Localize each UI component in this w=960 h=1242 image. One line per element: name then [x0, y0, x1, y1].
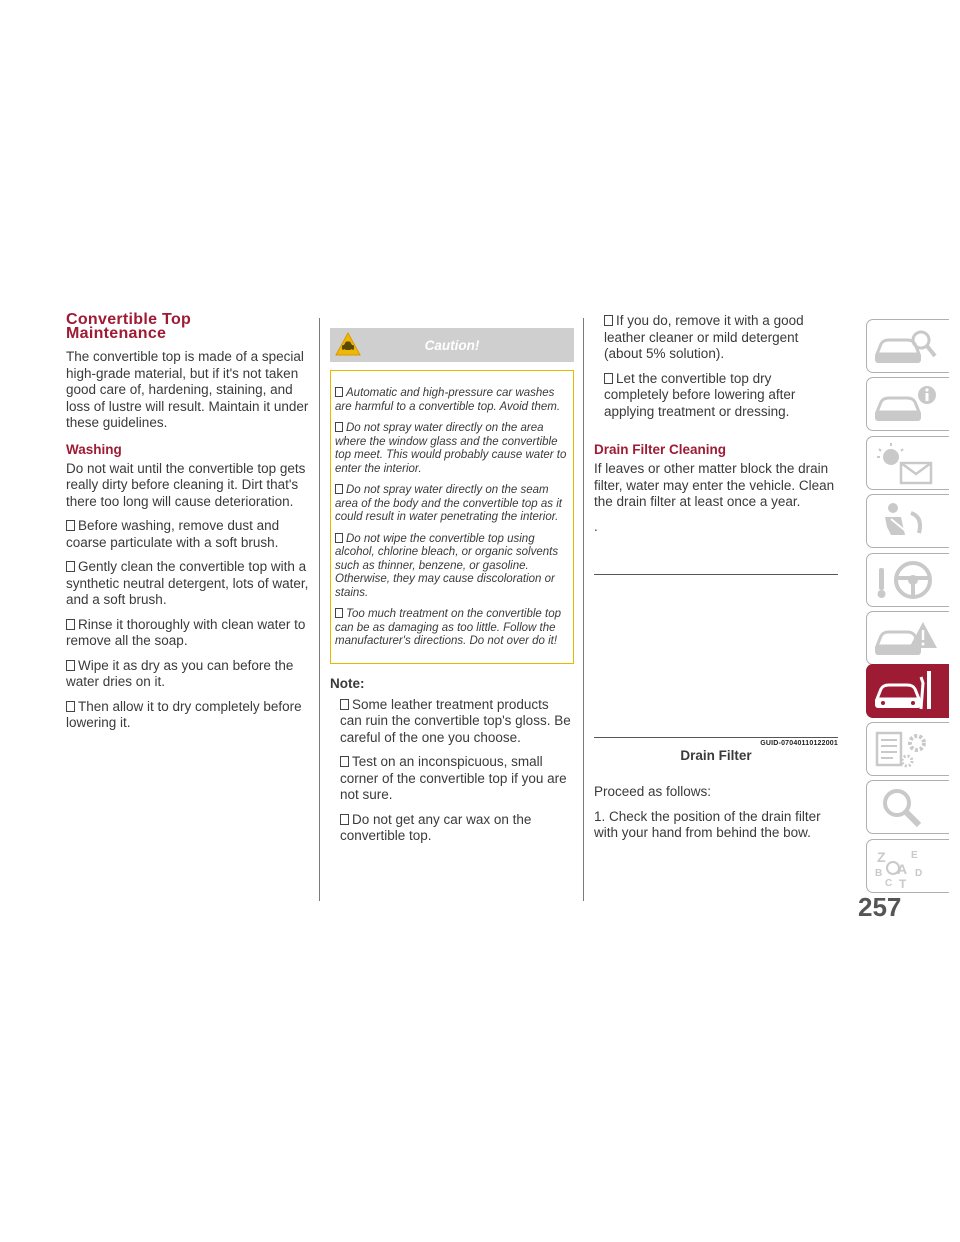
section-title-line1: Convertible Top: [66, 311, 192, 328]
drain-filter-heading: Drain Filter Cleaning: [594, 442, 727, 457]
checkbox-bullet-icon: [66, 520, 75, 531]
warning-lights-icon: [871, 441, 943, 487]
list-item: Let the convertible top dry completely before lowering after applying treatment or dressing.: [604, 370, 796, 419]
proceed-paragraph: Proceed as follows:: [594, 784, 712, 799]
specifications-icon: [871, 727, 943, 773]
search-icon: [871, 785, 943, 831]
figure-caption: Drain Filter: [680, 748, 752, 763]
tab-car-search[interactable]: [866, 319, 949, 373]
list-item: Then allow it to dry completely before lowering it.: [66, 698, 302, 730]
column-divider: [319, 318, 320, 901]
washing-heading: Washing: [66, 441, 122, 457]
list-item: Do not spray water directly on the seam area of the body and the convertible top as it could result in water penetrating the interior.: [335, 484, 562, 523]
washing-paragraph: Do not wait until the convertible top gets really dirty before cleaning it. Dirt that's there too long will cause deterioration.: [66, 460, 306, 509]
svg-text:Z: Z: [877, 849, 886, 865]
checkbox-bullet-icon: [340, 699, 349, 710]
tab-steering-wheel[interactable]: [866, 553, 949, 607]
car-info-icon: [871, 382, 943, 428]
checkbox-bullet-icon: [340, 756, 349, 767]
list-item: Wipe it as dry as you can before the water dries on it.: [66, 657, 294, 689]
step-1: 1. Check the position of the drain filter with your hand from behind the bow.: [594, 808, 821, 840]
list-item: Before washing, remove dust and coarse particulate with a soft brush.: [66, 518, 280, 550]
tab-airbag-seat[interactable]: [866, 494, 949, 548]
caution-label: Caution!: [424, 338, 480, 353]
section-title-line2: Maintenance: [66, 325, 167, 342]
svg-text:D: D: [915, 868, 923, 879]
checkbox-bullet-icon: [604, 315, 613, 326]
airbag-seat-icon: [871, 499, 943, 545]
checkbox-bullet-icon: [335, 422, 343, 432]
note-title: Note:: [330, 675, 365, 691]
checkbox-bullet-icon: [66, 561, 75, 572]
intro-paragraph: The convertible top is made of a special high-grade material, but if it's not taken good care of, hardening, staining, and loss of lustre will result. Maintain it under these guidelines.: [66, 349, 309, 430]
page-number: 257: [858, 892, 902, 922]
checkbox-bullet-icon: [340, 814, 349, 825]
list-item: Some leather treatment products can ruin the convertible top's gloss. Be careful of the one you choose.: [340, 696, 571, 745]
svg-text:A: A: [897, 861, 908, 877]
tab-maintenance-active[interactable]: [866, 664, 949, 718]
drain-filter-paragraph: If leaves or other matter block the drain filter, water may enter the vehicle. Clean the drain filter at least once a year.: [594, 461, 835, 509]
checkbox-bullet-icon: [335, 387, 343, 397]
column-right: [594, 313, 838, 850]
svg-text:E: E: [911, 850, 918, 861]
caution-box: [330, 370, 574, 664]
svg-text:C: C: [885, 878, 893, 889]
figure-bottom-rule: [594, 737, 838, 738]
checkbox-bullet-icon: [335, 533, 343, 543]
tab-specifications[interactable]: [866, 722, 949, 776]
list-item: Automatic and high-pressure car washes are harmful to a convertible top. Avoid them.: [335, 387, 561, 413]
checkbox-bullet-icon: [66, 619, 75, 630]
tab-alphabetical-index[interactable]: [866, 839, 949, 893]
list-item: Too much treatment on the convertible top can be as damaging as too little. Follow the manufacturer's directions. Do not over do it!: [335, 608, 562, 647]
list-item: Do not spray water directly on the area where the window glass and the convertible top meet. This would probably cause water to enter the interior.: [335, 422, 567, 475]
steering-wheel-icon: [871, 558, 943, 604]
note-list: [330, 697, 574, 845]
car-breakdown-icon: [871, 616, 943, 662]
tab-car-info[interactable]: [866, 377, 949, 431]
column-middle: [330, 313, 574, 853]
list-item: Rinse it thoroughly with clean water to remove all the soap.: [66, 616, 306, 648]
figure-code: GUID-07040110122001: [760, 740, 838, 747]
car-maintenance-icon: [871, 669, 943, 715]
stray-dot: .: [594, 518, 598, 534]
checkbox-bullet-icon: [66, 660, 75, 671]
tab-car-breakdown[interactable]: [866, 611, 949, 665]
column-left: [66, 313, 310, 740]
checkbox-bullet-icon: [66, 701, 75, 712]
list-item: Gently clean the convertible top with a synthetic neutral detergent, lots of water, and a soft brush.: [66, 559, 309, 607]
list-item: Do not get any car wax on the convertible top.: [340, 811, 532, 843]
checkbox-bullet-icon: [604, 373, 613, 384]
list-item: Test on an inconspicuous, small corner of the convertible top if you are not sure.: [340, 754, 567, 802]
tab-search[interactable]: [866, 780, 949, 834]
column-divider: [583, 318, 584, 901]
caution-header: [330, 328, 574, 362]
section-title: [66, 313, 310, 341]
checkbox-bullet-icon: [335, 484, 343, 494]
svg-text:T: T: [899, 877, 907, 890]
alphabetical-index-icon: [871, 844, 943, 890]
tab-warning-lights[interactable]: [866, 436, 949, 490]
car-search-icon: [871, 324, 943, 370]
svg-text:B: B: [875, 868, 883, 879]
list-item: If you do, remove it with a good leather cleaner or mild detergent (about 5% solution).: [604, 313, 804, 361]
figure-image-area: [594, 575, 838, 737]
checkbox-bullet-icon: [335, 608, 343, 618]
list-item: Do not wipe the convertible top using alcohol, chlorine bleach, or organic solvents such as thinner, benzene, or gasoline. Otherwise, they may cause discoloration or stains.: [335, 532, 559, 599]
